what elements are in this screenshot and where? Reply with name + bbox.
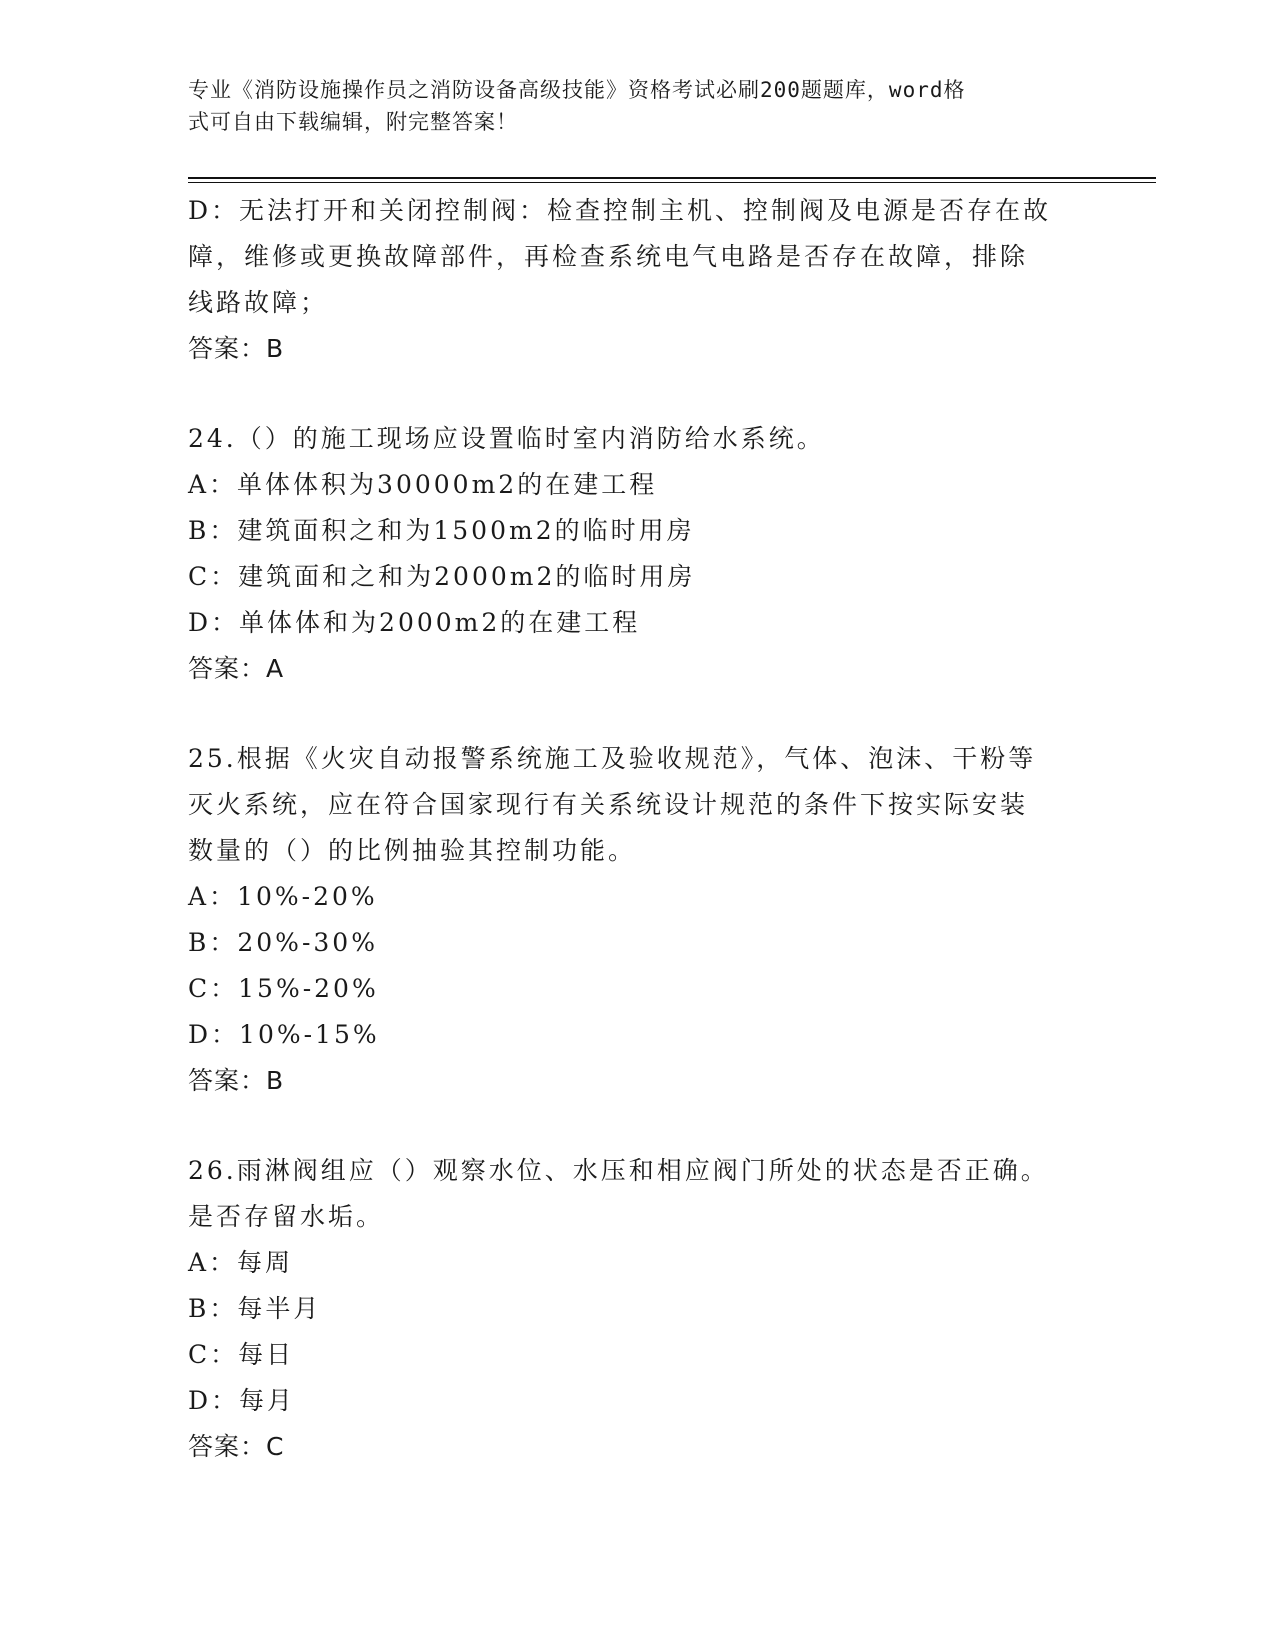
option-d: D：每月 <box>188 1386 296 1415</box>
option-d: D：10%-15% <box>188 1020 380 1049</box>
document-header <box>188 74 1068 138</box>
option-c: C：每日 <box>188 1340 295 1369</box>
answer-text: 答案：B <box>188 334 285 363</box>
question-text-line-3: 数量的（）的比例抽验其控制功能。 <box>188 836 637 865</box>
spacer <box>188 1104 1078 1148</box>
question-26 <box>188 1148 1078 1470</box>
header-line-2: 式可自由下载编辑，附完整答案！ <box>188 110 518 134</box>
option-b: B：每半月 <box>188 1294 322 1323</box>
header-line-1: 专业《消防设施操作员之消防设备高级技能》资格考试必刷200题题库，word格 <box>188 78 966 102</box>
option-a: A：单体体积为30000m2的在建工程 <box>188 470 658 499</box>
header-divider-thin <box>188 182 1156 183</box>
option-c: C：建筑面和之和为2000m2的临时用房 <box>188 562 696 591</box>
option-d: D：单体体和为2000m2的在建工程 <box>188 608 641 637</box>
option-d-line-2: 障，维修或更换故障部件，再检查系统电气电路是否存在故障，排除 <box>188 242 1029 271</box>
question-text-line-1: 25.根据《火灾自动报警系统施工及验收规范》，气体、泡沫、干粉等 <box>188 744 1037 773</box>
answer-text: 答案：A <box>188 654 285 683</box>
option-a: A：每周 <box>188 1248 294 1277</box>
header-divider-thick <box>188 177 1156 179</box>
question-24 <box>188 416 1078 692</box>
option-b: B：建筑面积之和为1500m2的临时用房 <box>188 516 695 545</box>
spacer <box>188 372 1078 416</box>
option-c: C：15%-20% <box>188 974 379 1003</box>
question-text-line-2: 灭火系统，应在符合国家现行有关系统设计规范的条件下按实际安装 <box>188 790 1029 819</box>
question-list <box>188 188 1078 1470</box>
question-text-line-2: 是否存留水垢。 <box>188 1202 385 1231</box>
spacer <box>188 692 1078 736</box>
question-25 <box>188 736 1078 1104</box>
option-b: B：20%-30% <box>188 928 378 957</box>
question-23-tail <box>188 188 1078 372</box>
answer-text: 答案：C <box>188 1432 285 1461</box>
option-d-line-3: 线路故障； <box>188 288 329 317</box>
option-a: A：10%-20% <box>188 882 378 911</box>
option-d-line-1: D：无法打开和关闭控制阀：检查控制主机、控制阀及电源是否存在故 <box>188 196 1052 225</box>
answer-text: 答案：B <box>188 1066 285 1095</box>
question-text: 24.（）的施工现场应设置临时室内消防给水系统。 <box>188 424 825 453</box>
question-text-line-1: 26.雨淋阀组应（）观察水位、水压和相应阀门所处的状态是否正确。 <box>188 1156 1049 1185</box>
